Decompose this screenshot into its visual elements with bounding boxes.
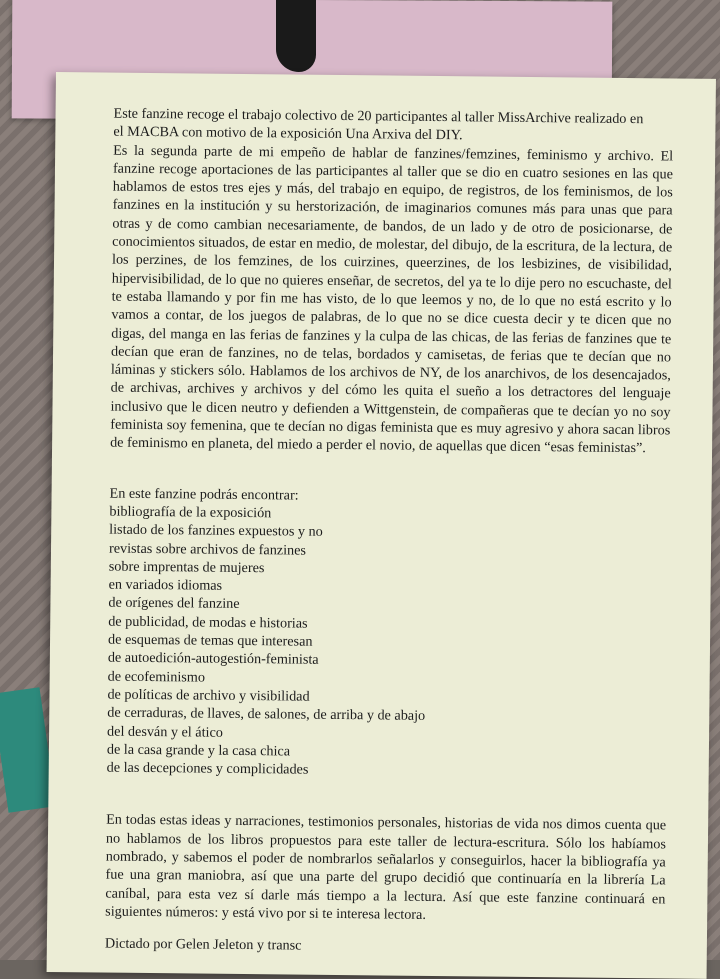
list-item: de ecofeminismo	[107, 668, 206, 686]
fanzine-page	[47, 72, 716, 979]
list-item: de esquemas de temas que interesan	[107, 631, 313, 650]
intro-line-1: Este fanzine recoge el trabajo colectivo de 20 participantes al taller MissArchive realizado en	[113, 105, 644, 128]
list-item: de cerraduras, de llaves, de salones, de arriba y de abajo	[107, 704, 426, 725]
list-item: en variados idiomas	[108, 576, 223, 594]
list-item: bibliografía de la exposición	[109, 503, 272, 522]
list-item: de la casa grande y la casa chica	[106, 741, 291, 760]
list-item: listado de los fanzines expuestos y no	[109, 521, 323, 541]
list-item: sobre imprentas de mujeres	[108, 558, 265, 577]
intro-paragraph	[113, 105, 673, 147]
signature-line: Dictado por Gelen Jeleton y transc	[104, 935, 302, 954]
intro-line-2: el MACBA con motivo de la exposición Una Arxiva del DIY.	[113, 123, 463, 144]
list-item: revistas sobre archivos de fanzines	[108, 540, 307, 559]
list-item: de políticas de archivo y visibilidad	[107, 686, 310, 705]
list-item: de las decepciones y complicidades	[106, 759, 309, 778]
list-item: de orígenes del fanzine	[108, 595, 240, 613]
page-text	[105, 105, 674, 959]
list-item: de publicidad, de modas e historias	[108, 613, 308, 632]
contents-list	[107, 503, 670, 783]
closing-paragraph: En todas estas ideas y narraciones, testimonios personales, historias de vida nos dimos cuenta que no hablamos de los libros propuestos para este taller de lectura-escritura. Sólo los habíamos nombrado, y sabemos el poder de nombrarlos señalarlos y conseguirlos, hacer la bibliografía ya fue una gran maniobra, así que una parte del grupo decidió que continuaría en la librería La caníbal, para esta vez sí darle más tiempo a la lectura. Así que este fanzine continuará en siguientes números: y está vivo por si te interesa lectora.	[105, 811, 667, 923]
list-title: En este fanzine podrás encontrar:	[109, 485, 299, 504]
body-paragraph: Es la segunda parte de mi empeño de hablar de fanzines/femzines, feminismo y archivo. El fanzine recoge aportaciones de las participantes al taller que se dio en cuatro sesiones en las que hablamos de estos tres ejes y más, del trabajo en equipo, de registros, de los feminismos, de los fanzines en la institución y su herstorización, de imaginarios comunes más para unas que para otras y de como cambian necesariamente, de bandos, de un lado y de otro de posicionarse, de conocimientos situados, de estar en medio, de molestar, del dibujo, de la escritura, de la lectura, de los perzines, de los femzines, de los cuirzines, queerzines, de los lesbizines, de visibilidad, hipervisibilidad, de lo que no quieres enseñar, de secretos, del ya te lo dije pero no escuchaste, del te estaba llamando y por fin me has visto, de lo que leemos y no, de lo que no está escrito y lo vamos a contar, de los juegos de palabras, de lo que no se dice cuesta decir y te dicen que no digas, del manga en las ferias de fanzines y la culpa de las chicas, de las ferias de fanzines que te decían que eran de fanzines, no de telas, bordados y camisetas, de ferias que te decían que no láminas y stickers sólo. Hablamos de los archivos de NY, de los anarchivos, de los desencajados, de archivas, archives y archivos y del cómo les quita el sueño a los detractores del lenguaje inclusivo que le dicen neutro y defienden a Wittgenstein, de compañeras que te decían yo no soy feminista soy femenina, que te decían no digas feminista que es muy agresivo y ahora sacan libros de feminismo en planeta, del miedo a perder el novio, de aquellas que dicen “esas feministas”.	[110, 142, 674, 457]
ink-figure	[276, 0, 316, 72]
list-item: de autoedición-autogestión-feminista	[107, 649, 319, 669]
list-item: del desván y el ático	[107, 723, 224, 741]
